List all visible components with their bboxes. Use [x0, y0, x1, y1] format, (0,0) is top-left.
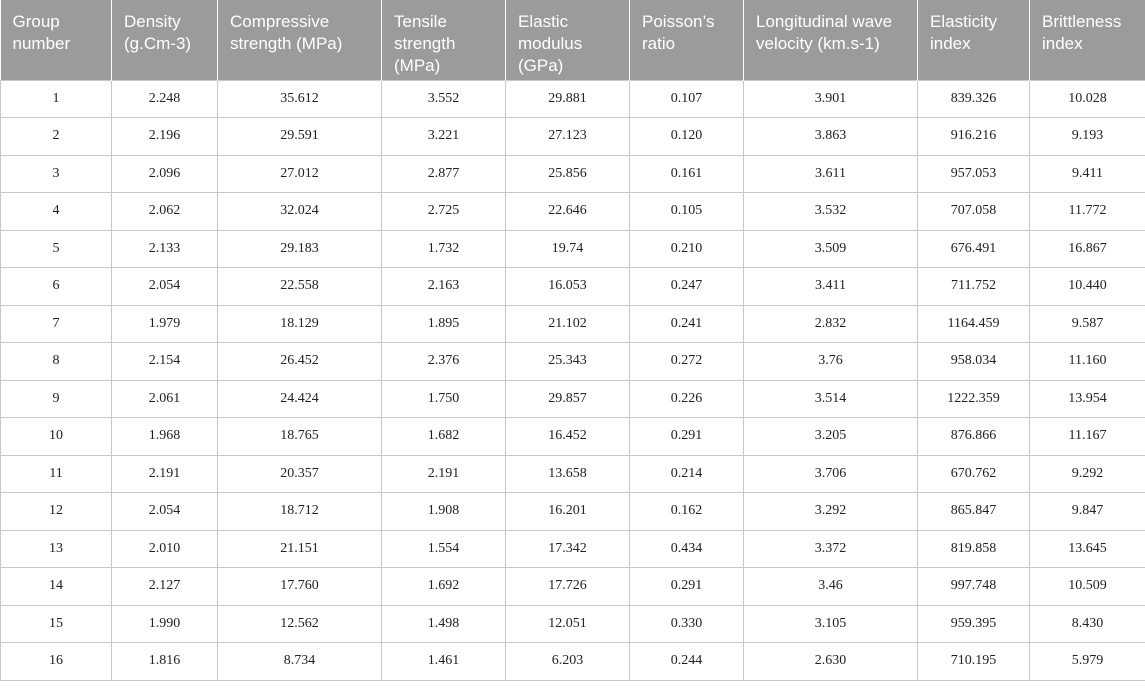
table-cell: 12.562 — [218, 605, 382, 643]
table-cell: 707.058 — [918, 193, 1030, 231]
header-row — [1, 0, 1145, 80]
table-cell: 1.895 — [382, 305, 506, 343]
table-cell: 0.107 — [630, 80, 744, 118]
table-row — [1, 80, 1145, 118]
table-cell: 2.832 — [744, 305, 918, 343]
table-cell: 670.762 — [918, 455, 1030, 493]
table-row — [1, 418, 1145, 456]
table-cell: 7 — [1, 305, 112, 343]
table-cell: 22.558 — [218, 268, 382, 306]
table-cell: 0.291 — [630, 568, 744, 606]
table-cell: 0.161 — [630, 155, 744, 193]
table-cell: 3.205 — [744, 418, 918, 456]
table-cell: 3.509 — [744, 230, 918, 268]
table-cell: 3.411 — [744, 268, 918, 306]
table-cell: 9.292 — [1030, 455, 1145, 493]
table-cell: 29.881 — [506, 80, 630, 118]
table-cell: 18.129 — [218, 305, 382, 343]
table-cell: 2.154 — [112, 343, 218, 381]
table-cell: 1.750 — [382, 380, 506, 418]
table-cell: 3.611 — [744, 155, 918, 193]
table-cell: 16 — [1, 643, 112, 681]
column-header: Elasticity index — [918, 0, 1030, 80]
table-cell: 0.272 — [630, 343, 744, 381]
table-cell: 9.411 — [1030, 155, 1145, 193]
table-cell: 2 — [1, 118, 112, 156]
table-body — [1, 80, 1145, 680]
table-cell: 3.863 — [744, 118, 918, 156]
table-row — [1, 455, 1145, 493]
table-cell: 29.857 — [506, 380, 630, 418]
table-cell: 0.226 — [630, 380, 744, 418]
table-cell: 1.682 — [382, 418, 506, 456]
table-cell: 997.748 — [918, 568, 1030, 606]
table-cell: 1 — [1, 80, 112, 118]
table-cell: 0.210 — [630, 230, 744, 268]
table-cell: 839.326 — [918, 80, 1030, 118]
table-cell: 2.725 — [382, 193, 506, 231]
column-header: Tensile strength (MPa) — [382, 0, 506, 80]
table-cell: 25.343 — [506, 343, 630, 381]
table-row — [1, 268, 1145, 306]
table-cell: 1.498 — [382, 605, 506, 643]
table-cell: 2.054 — [112, 268, 218, 306]
table-cell: 957.053 — [918, 155, 1030, 193]
table-cell: 11.167 — [1030, 418, 1145, 456]
table-cell: 13.658 — [506, 455, 630, 493]
table-cell: 876.866 — [918, 418, 1030, 456]
table-cell: 20.357 — [218, 455, 382, 493]
table-cell: 16.452 — [506, 418, 630, 456]
table-cell: 819.858 — [918, 530, 1030, 568]
table-cell: 3.901 — [744, 80, 918, 118]
table-cell: 2.096 — [112, 155, 218, 193]
table-cell: 3.292 — [744, 493, 918, 531]
table-cell: 6.203 — [506, 643, 630, 681]
table-cell: 11.772 — [1030, 193, 1145, 231]
table-cell: 21.102 — [506, 305, 630, 343]
table-cell: 35.612 — [218, 80, 382, 118]
table-cell: 8 — [1, 343, 112, 381]
table-cell: 1.692 — [382, 568, 506, 606]
table-cell: 2.054 — [112, 493, 218, 531]
table-cell: 3.532 — [744, 193, 918, 231]
table-cell: 13.954 — [1030, 380, 1145, 418]
table-cell: 2.191 — [382, 455, 506, 493]
table-cell: 2.010 — [112, 530, 218, 568]
column-header: Compressive strength (MPa) — [218, 0, 382, 80]
column-header: Brittleness index — [1030, 0, 1145, 80]
table-header — [1, 0, 1145, 80]
column-header: Group number — [1, 0, 112, 80]
table-cell: 32.024 — [218, 193, 382, 231]
table-cell: 29.183 — [218, 230, 382, 268]
table-cell: 0.247 — [630, 268, 744, 306]
table-cell: 18.712 — [218, 493, 382, 531]
table-cell: 2.877 — [382, 155, 506, 193]
table-cell: 26.452 — [218, 343, 382, 381]
table-row — [1, 568, 1145, 606]
table-row — [1, 155, 1145, 193]
table-cell: 27.123 — [506, 118, 630, 156]
table-cell: 10.440 — [1030, 268, 1145, 306]
table-cell: 2.127 — [112, 568, 218, 606]
table-cell: 3.552 — [382, 80, 506, 118]
table-cell: 10.028 — [1030, 80, 1145, 118]
table-cell: 1.732 — [382, 230, 506, 268]
table-cell: 0.244 — [630, 643, 744, 681]
table-cell: 19.74 — [506, 230, 630, 268]
table-cell: 0.241 — [630, 305, 744, 343]
column-header: Density (g.Cm-3) — [112, 0, 218, 80]
table-cell: 0.162 — [630, 493, 744, 531]
table-cell: 16.053 — [506, 268, 630, 306]
table-cell: 1.979 — [112, 305, 218, 343]
table-cell: 2.061 — [112, 380, 218, 418]
table-cell: 13 — [1, 530, 112, 568]
table-cell: 1.990 — [112, 605, 218, 643]
table-cell: 2.163 — [382, 268, 506, 306]
table-cell: 22.646 — [506, 193, 630, 231]
table-cell: 27.012 — [218, 155, 382, 193]
table-cell: 25.856 — [506, 155, 630, 193]
table-cell: 1.908 — [382, 493, 506, 531]
table-cell: 9 — [1, 380, 112, 418]
table-cell: 10 — [1, 418, 112, 456]
table-cell: 8.734 — [218, 643, 382, 681]
table-cell: 3.76 — [744, 343, 918, 381]
table-row — [1, 530, 1145, 568]
column-header: Longitudinal wave velocity (km.s-1) — [744, 0, 918, 80]
table-cell: 2.248 — [112, 80, 218, 118]
table-cell: 3.46 — [744, 568, 918, 606]
table-cell: 12.051 — [506, 605, 630, 643]
table-cell: 10.509 — [1030, 568, 1145, 606]
table-cell: 14 — [1, 568, 112, 606]
table-cell: 3.105 — [744, 605, 918, 643]
table-cell: 16.201 — [506, 493, 630, 531]
table-cell: 5 — [1, 230, 112, 268]
table-row — [1, 605, 1145, 643]
table-cell: 2.196 — [112, 118, 218, 156]
table-cell: 0.214 — [630, 455, 744, 493]
table-cell: 11.160 — [1030, 343, 1145, 381]
table-cell: 5.979 — [1030, 643, 1145, 681]
table-row — [1, 230, 1145, 268]
table-cell: 9.193 — [1030, 118, 1145, 156]
table-cell: 2.133 — [112, 230, 218, 268]
table-cell: 21.151 — [218, 530, 382, 568]
table-cell: 916.216 — [918, 118, 1030, 156]
table-cell: 17.342 — [506, 530, 630, 568]
table-cell: 1.461 — [382, 643, 506, 681]
table-row — [1, 118, 1145, 156]
table-cell: 4 — [1, 193, 112, 231]
table-cell: 2.191 — [112, 455, 218, 493]
table-row — [1, 493, 1145, 531]
table-cell: 0.291 — [630, 418, 744, 456]
table-cell: 12 — [1, 493, 112, 531]
table-cell: 711.752 — [918, 268, 1030, 306]
table-cell: 0.120 — [630, 118, 744, 156]
table-row — [1, 343, 1145, 381]
table-cell: 11 — [1, 455, 112, 493]
table-cell: 8.430 — [1030, 605, 1145, 643]
table-cell: 13.645 — [1030, 530, 1145, 568]
table-cell: 710.195 — [918, 643, 1030, 681]
table-cell: 3.514 — [744, 380, 918, 418]
table-cell: 3.221 — [382, 118, 506, 156]
table-row — [1, 193, 1145, 231]
table-cell: 1.968 — [112, 418, 218, 456]
table-cell: 3.372 — [744, 530, 918, 568]
table-cell: 0.434 — [630, 530, 744, 568]
column-header: Poisson’s ratio — [630, 0, 744, 80]
table-row — [1, 305, 1145, 343]
column-header: Elastic modulus (GPa) — [506, 0, 630, 80]
table-cell: 1.554 — [382, 530, 506, 568]
table-cell: 3.706 — [744, 455, 918, 493]
table-cell: 1.816 — [112, 643, 218, 681]
table-cell: 1222.359 — [918, 380, 1030, 418]
table-cell: 2.062 — [112, 193, 218, 231]
table-cell: 29.591 — [218, 118, 382, 156]
table-cell: 18.765 — [218, 418, 382, 456]
table-cell: 15 — [1, 605, 112, 643]
table-cell: 1164.459 — [918, 305, 1030, 343]
table-cell: 9.587 — [1030, 305, 1145, 343]
table-cell: 0.330 — [630, 605, 744, 643]
table-cell: 6 — [1, 268, 112, 306]
table-cell: 0.105 — [630, 193, 744, 231]
table-cell: 24.424 — [218, 380, 382, 418]
table-row — [1, 380, 1145, 418]
table-cell: 16.867 — [1030, 230, 1145, 268]
table-cell: 958.034 — [918, 343, 1030, 381]
table-cell: 17.726 — [506, 568, 630, 606]
table-cell: 9.847 — [1030, 493, 1145, 531]
table-cell: 2.376 — [382, 343, 506, 381]
table-cell: 3 — [1, 155, 112, 193]
table-cell: 676.491 — [918, 230, 1030, 268]
table-cell: 17.760 — [218, 568, 382, 606]
table-cell: 2.630 — [744, 643, 918, 681]
table-cell: 959.395 — [918, 605, 1030, 643]
table-cell: 865.847 — [918, 493, 1030, 531]
table-row — [1, 643, 1145, 681]
